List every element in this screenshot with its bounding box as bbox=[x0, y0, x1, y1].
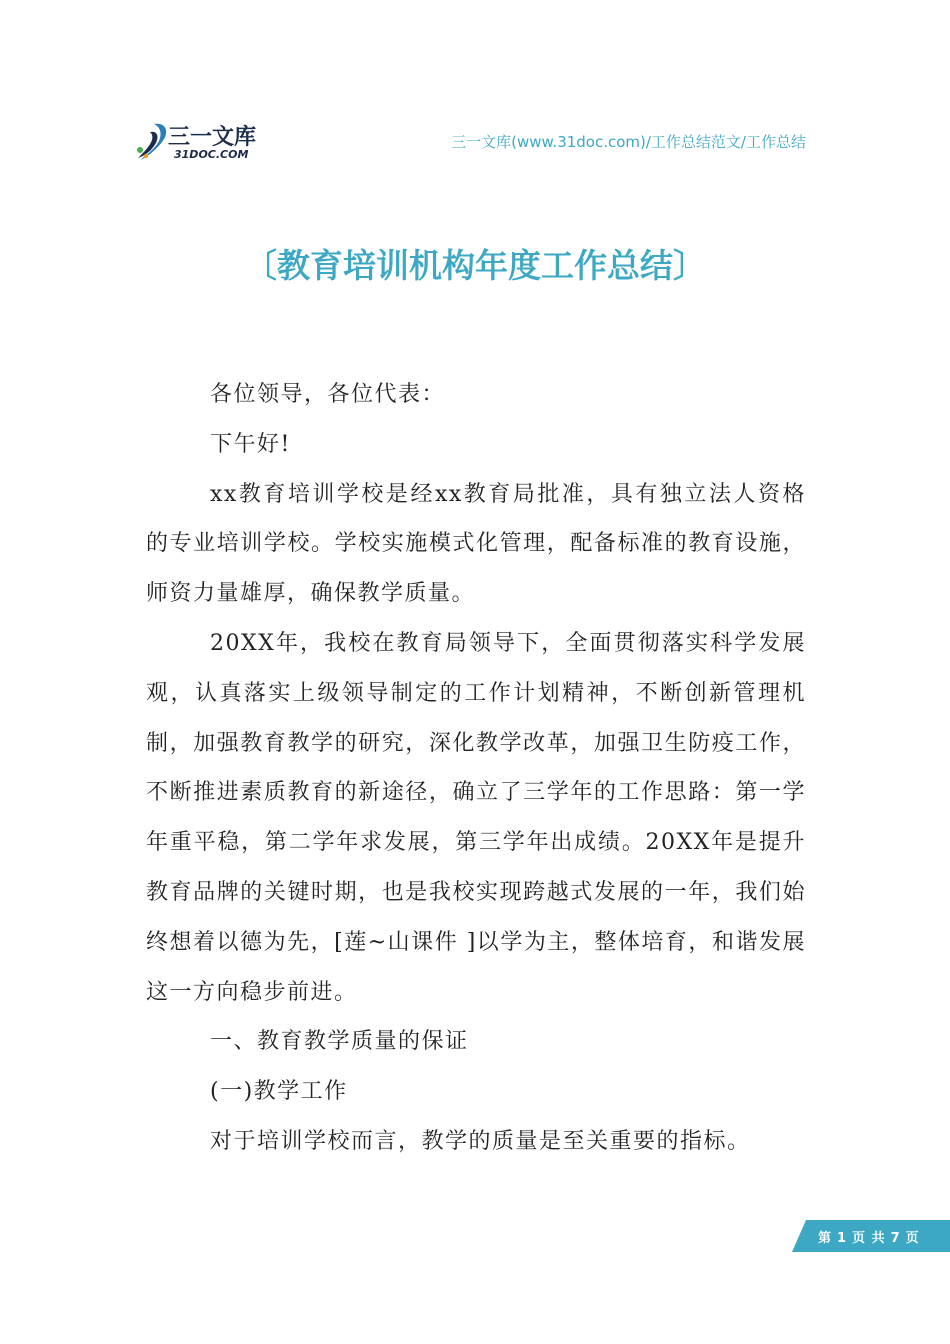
paragraph: 下午好! bbox=[210, 431, 291, 457]
document-body bbox=[146, 370, 806, 1167]
paragraph: (一)教学工作 bbox=[210, 1079, 348, 1105]
paragraph: 对于培训学校而言，教学的质量是至关重要的指标。 bbox=[210, 1128, 751, 1154]
page-indicator-text bbox=[818, 1227, 920, 1246]
page-prefix: 第 bbox=[818, 1231, 833, 1246]
paragraph: 一、教育教学质量的保证 bbox=[210, 1029, 469, 1055]
page-mid: 页 共 bbox=[852, 1231, 886, 1246]
page-suffix: 页 bbox=[905, 1231, 920, 1246]
total-pages-number: 7 bbox=[890, 1231, 901, 1246]
logo-name-cn: 三一文库 bbox=[168, 125, 257, 150]
paragraph: 各位领导，各位代表： bbox=[210, 382, 446, 407]
current-page-number: 1 bbox=[837, 1231, 848, 1246]
page-indicator bbox=[792, 1220, 950, 1252]
site-logo[interactable] bbox=[132, 118, 272, 170]
document-title: 〔教育培训机构年度工作总结〕 bbox=[244, 246, 706, 285]
breadcrumb[interactable] bbox=[451, 131, 806, 152]
paragraph: 20XX年，我校在教育局领导下，全面贯彻落实科学发展观，认真落实上级领导制定的工作计划精神，不断创新管理机制，加强教育教学的研究，深化教学改革，加强卫生防疫工作，不断推进素质教育的新途径，确立了三学年的工作思路：第一学年重平稳，第二学年求发展，第三学年出成绩。20XX年是提升教育品牌的关键时期，也是我校实现跨越式发展的一年，我们始终想着以德为先，[莲~山课件 ]以学为主，整体培育，和谐发展这一方向稳步前进。 bbox=[146, 630, 806, 1005]
breadcrumb-text[interactable]: 三一文库(www.31doc.com)/工作总结范文/工作总结 bbox=[451, 133, 806, 151]
paragraph: xx教育培训学校是经xx教育局批准，具有独立法人资格的专业培训学校。学校实施模式化管理，配备标准的教育设施，师资力量雄厚，确保教学质量。 bbox=[146, 481, 806, 607]
logo-name-en: 31DOC.COM bbox=[174, 148, 249, 161]
